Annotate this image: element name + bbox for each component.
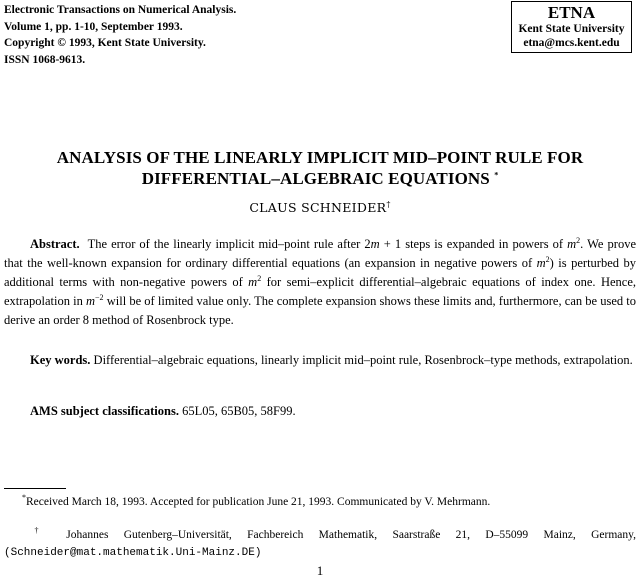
paper-title bbox=[0, 147, 640, 189]
ams-label: AMS subject classifications. bbox=[30, 404, 179, 418]
journal-header bbox=[4, 2, 236, 68]
copyright-info: Copyright © 1993, Kent State University. bbox=[4, 37, 206, 49]
abstract-label: Abstract. bbox=[30, 237, 80, 251]
title-line-1: ANALYSIS OF THE LINEARLY IMPLICIT MID–POINT RULE FOR bbox=[56, 148, 584, 167]
etna-institution: Kent State University bbox=[518, 23, 625, 35]
journal-name: Electronic Transactions on Numerical Analysis. bbox=[4, 4, 237, 16]
page-number: 1 bbox=[316, 563, 324, 578]
title-footnote-marker: * bbox=[494, 170, 499, 180]
abstract: Abstract. The error of the linearly implicit mid–point rule after 2m + 1 steps is expanded in powers of $m^2$. We prove that the well-known expansion for ordinary differential equations (an expansion in negative powers of $m^2$) is perturbed by additional terms with non-negative powers of $m^2$ for semi–explicit differential–algebraic equations of index one. Hence, extrapolation in $m^{-2}$ will be of limited value only. The complete expansion shows these limits and, furthermore, can be used to derive an order 8 method of Rosenbrock type. bbox=[4, 235, 637, 327]
keywords bbox=[4, 351, 636, 370]
footnote-received: *Received March 18, 1993. Accepted for publication June 21, 1993. Communicated by V. Mehrmann. bbox=[22, 493, 491, 508]
ams-text: 65L05, 65B05, 58F99. bbox=[182, 404, 296, 418]
ams-classifications bbox=[4, 402, 636, 421]
footnote-affiliation: † Johannes Gutenberg–Universität, Fachbereich Mathematik, Saarstraße 21, D–55099 Mainz, Germany, (Schneider@mat.mathematik.Uni-Mainz.DE) bbox=[4, 526, 637, 559]
volume-info: Volume 1, pp. 1-10, September 1993. bbox=[4, 20, 183, 33]
keywords-label: Key words. bbox=[30, 353, 91, 367]
etna-box bbox=[511, 1, 632, 53]
etna-email: etna@mcs.kent.edu bbox=[523, 37, 620, 49]
footnote-rule bbox=[4, 488, 66, 489]
keywords-text: Differential–algebraic equations, linearly implicit mid–point rule, Rosenbrock–type methods, extrapolation. bbox=[93, 353, 633, 367]
issn: ISSN 1068-9613. bbox=[4, 53, 86, 66]
author: CLAUS SCHNEIDER† bbox=[249, 199, 391, 215]
etna-title: ETNA bbox=[547, 3, 596, 22]
author-email: (Schneider@mat.mathematik.Uni-Mainz.DE) bbox=[4, 546, 262, 559]
author-footnote-marker: † bbox=[386, 199, 391, 209]
title-line-2: DIFFERENTIAL–ALGEBRAIC EQUATIONS * bbox=[141, 169, 499, 188]
